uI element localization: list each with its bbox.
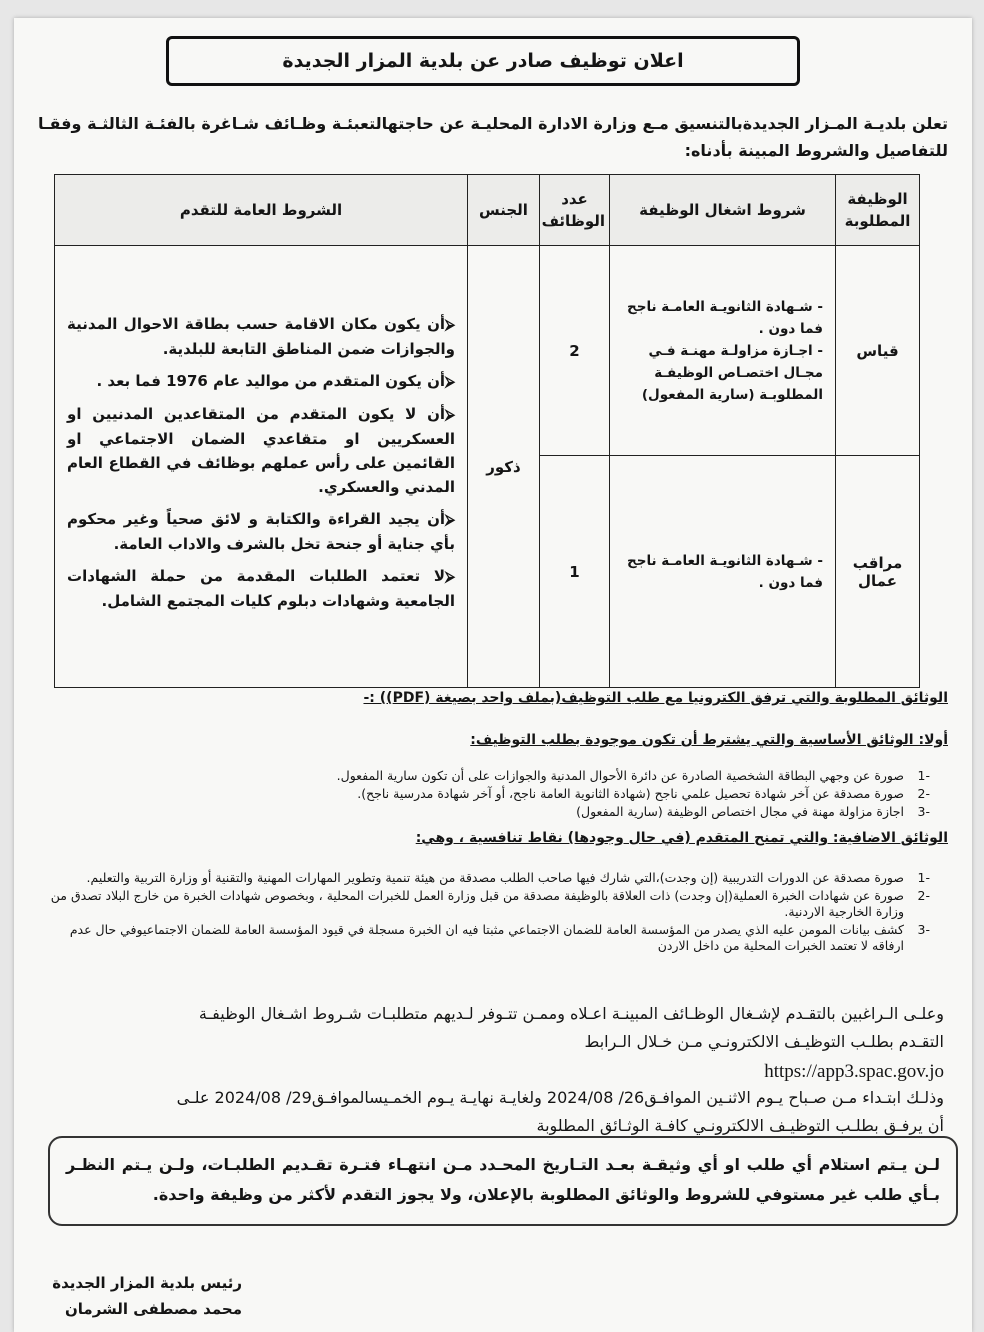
list-item: -1 صورة مصدقة عن الدورات التدريبية (إن وجدت)،التي شارك فيها صاحب الطلب مصدقة من هيئة تنمية وتطوير المهارات المهنية والتقنية أو وزارة التربية والتعليم. [86, 870, 930, 885]
table-header-row [55, 175, 920, 246]
list-item: -3 كشف بيانات المومن عليه الذي يصدر من المؤسسة العامة للضمان الاجتماعي مثبتا فيه ان الخبرة مسجلة في قيود المؤسسة العامة للضمان الاجتماعيوفي حال عدم ارفاقه لا تعتمد الخبرات المحلية من داخل الاردن [69, 922, 930, 953]
application-link[interactable]: https://app3.spac.gov.jo [764, 1061, 944, 1082]
list-item: -1 صورة عن وجهي البطاقة الشخصية الصادرة عن دائرة الأحوال المدنية والجوازات على أن تكون سارية المفعول. [336, 768, 930, 783]
jobs-table [54, 174, 920, 688]
page-title: اعلان توظيف صادر عن بلدية المزار الجديدة [166, 36, 800, 86]
job-count: 1 [540, 456, 610, 688]
basic-docs-list [50, 768, 930, 822]
docs-heading: الوثائق المطلوبة والتي ترفق الكترونيا مع طلب التوظيف(بملف واحد بصيغة (PDF)) :- [363, 690, 948, 706]
job-title: قياس [836, 246, 920, 456]
list-item: -2 صورة مصدقة عن آخر شهادة تحصيل علمي ناجح (شهادة الثانوية العامة ناجح، أو آخر شهادة مدرسية ناجح). [357, 786, 930, 801]
job-conditions [610, 246, 836, 456]
general-condition-item: ⮚أن يجيد القراءة والكتابة و لائق صحياً وغير محكوم بأي جناية أو جنحة تخل بالشرف والاداب العامة. [67, 510, 455, 553]
general-condition-item: ⮚لا تعتمد الطلبات المقدمة من حملة الشهادات الجامعية وشهادات دبلوم كليات المجتمع الشامل. [67, 567, 455, 610]
extra-docs-list [50, 870, 930, 956]
general-condition-item: ⮚أن يكون مكان الاقامة حسب بطاقة الاحوال المدنية والجوازات ضمن المناطق التابعة للبلدية. [67, 315, 455, 358]
extra-docs-heading: الوثائق الاضافية: والتي تمنح المتقدم (في حال وجودها) نقاط تنافسية ، وهي: [415, 830, 948, 846]
general-condition-item: ⮚أن لا يكون المتقدم من المتقاعدين المدنيين او العسكريين او متقاعدي الضمان الاجتماعي او القائمين على رأس عملهم بوظائف في القطاع العام المدني والعسكري. [67, 405, 455, 496]
table-row [55, 246, 920, 456]
general-conditions [55, 246, 468, 688]
header-conditions: شروط اشغال الوظيفة [610, 175, 836, 246]
header-general: الشروط العامة للتقدم [55, 175, 468, 246]
notice-box: لـن يـتم استلام أي طلب او أي وثيقـة بعـد التـاريخ المحـدد مـن انتهـاء فتـرة تقـديم الطلبـات، ولـن يـتم النظـر بـأي طلب غير مستوفي للشروط والوثائق المطلوبة بالإعلان، ولا يجوز التقدم لأكثر من وظيفة واحدة. [48, 1136, 958, 1226]
document-page [14, 18, 972, 1332]
signature-title: رئيس بلدية المزار الجديدة [52, 1274, 242, 1292]
apply-dates: وذلـك ابتـداء مـن صـباح يـوم الاثنـين الموافـق26/ 2024/08 ولغايـة نهايـة يـوم الخمـيسالموافـق29/ 2024/08 علـى أن يرفـق بطلـب التوظيـف الالكترونـي كافـة الوثـائق المطلوبة [176, 1088, 944, 1135]
condition-item: - شـهادة الثانويـة العامـة ناجح فما دون . [622, 296, 823, 340]
job-title: مراقب عمال [836, 456, 920, 688]
intro-paragraph: تعلن بلديـة المـزار الجديدةبالتنسيق مـع وزارة الادارة المحليـة عن حاجتهالتعبئـة وظـائف شـاغرة بالفئـة الثالثـة وفقـا للتفاصيل والشروط المبينة بأدناه: [38, 114, 948, 160]
job-conditions [610, 456, 836, 688]
general-condition-item: ⮚أن يكون المتقدم من مواليد عام 1976 فما بعد . [96, 372, 455, 390]
header-gender: الجنس [468, 175, 540, 246]
condition-item: - شـهادة الثانويـة العامـة ناجح فما دون . [622, 550, 823, 594]
list-item: -2 صورة عن شهادات الخبرة العملية(إن وجدت) ذات العلاقة بالوظيفة مصدقة من قبل وزارة العمل للخبرات المحلية ، وبخصوص شهادات الخبرة من خارج البلاد تصدق من وزارة الخارجية الاردنية. [50, 888, 930, 919]
apply-instructions: وعلـى الـراغبين بالتقـدم لإشـغال الوظـائف المبينـة اعـلاه وممـن تتـوفر لـديهم متطلبـات شـروط اشـغال الوظيفـة التقـدم بطلـب التوظيـف الالكترونـي مـن خـلال الـرابط [198, 1004, 944, 1051]
gender: ذكور [468, 246, 540, 688]
basic-docs-heading: أولا: الوثائق الأساسية والتي يشترط أن تكون موجودة بطلب التوظيف: [470, 732, 948, 748]
header-job: الوظيفة المطلوبة [836, 175, 920, 246]
header-count: عدد الوظائف [540, 175, 610, 246]
list-item: -3 اجازة مزاولة مهنة في مجال اختصاص الوظيفة (سارية المفعول) [576, 804, 930, 819]
signature-name: محمد مصطفى الشرمان [64, 1300, 242, 1318]
signature-block [42, 1270, 242, 1322]
condition-item: - اجـازة مزاولـة مهنـة فـي مجـال اختصـاص الوظيفـة المطلوبـة (سارية المفعول) [622, 340, 823, 406]
job-count: 2 [540, 246, 610, 456]
